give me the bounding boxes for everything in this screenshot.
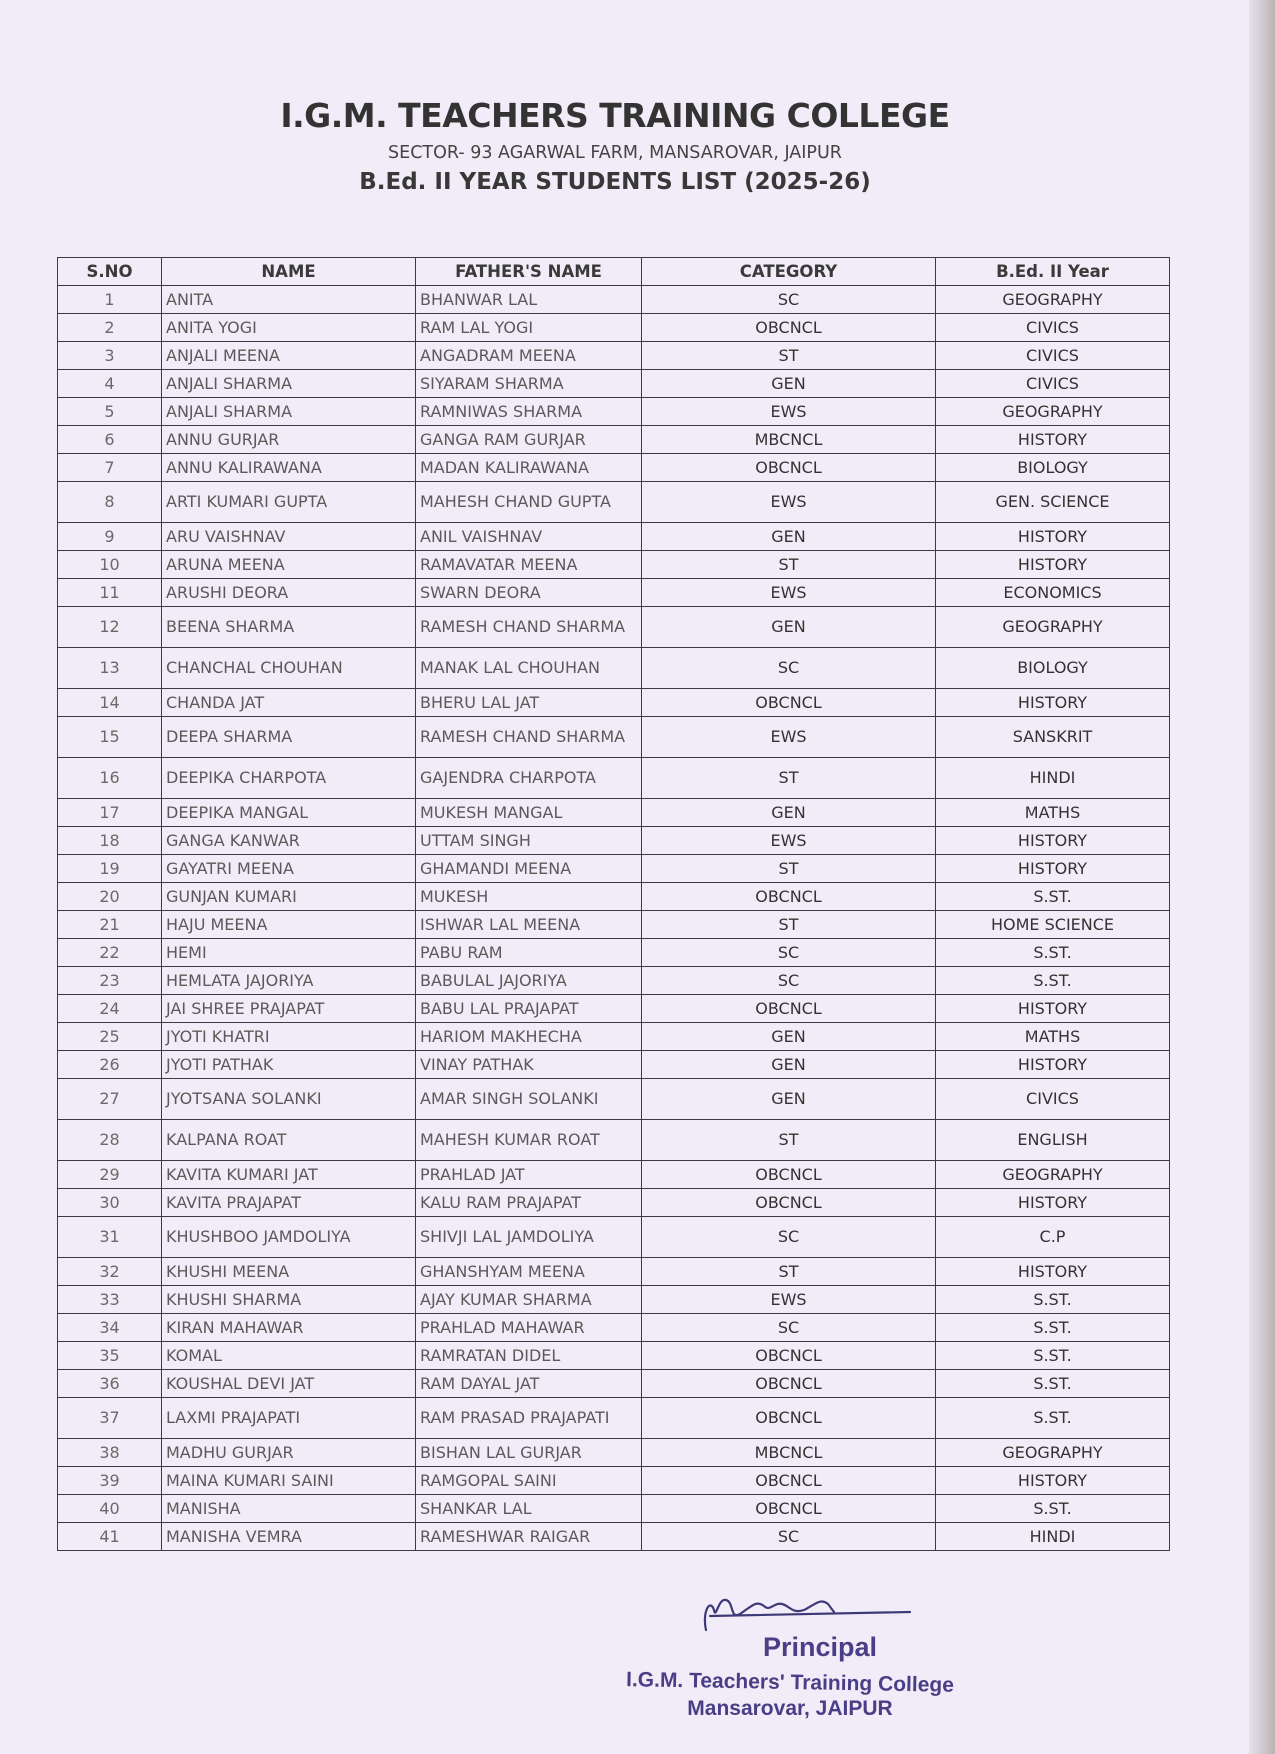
cell-category: GEN (642, 799, 936, 827)
cell-category: GEN (642, 1051, 936, 1079)
cell-subject: ENGLISH (936, 1120, 1170, 1161)
cell-sno: 8 (58, 482, 162, 523)
cell-student-name: CHANDA JAT (162, 689, 416, 717)
cell-father-name: PRAHLAD JAT (416, 1161, 642, 1189)
stamp-college: I.G.M. Teachers' Training College (625, 1668, 955, 1697)
cell-sno: 38 (58, 1439, 162, 1467)
table-row (58, 1439, 1170, 1467)
cell-father-name: SHANKAR LAL (416, 1495, 642, 1523)
cell-subject: S.ST. (936, 967, 1170, 995)
column-header-father-name: FATHER'S NAME (416, 258, 642, 286)
cell-father-name: SHIVJI LAL JAMDOLIYA (416, 1217, 642, 1258)
cell-father-name: SWARN DEORA (416, 579, 642, 607)
cell-sno: 21 (58, 911, 162, 939)
table-row (58, 342, 1170, 370)
cell-student-name: KHUSHI SHARMA (162, 1286, 416, 1314)
cell-student-name: KAVITA KUMARI JAT (162, 1161, 416, 1189)
cell-father-name: GHAMANDI MEENA (416, 855, 642, 883)
cell-father-name: MADAN KALIRAWANA (416, 454, 642, 482)
cell-sno: 25 (58, 1023, 162, 1051)
cell-student-name: ANITA (162, 286, 416, 314)
cell-subject: HINDI (936, 1523, 1170, 1551)
cell-student-name: DEEPA SHARMA (162, 717, 416, 758)
table-row (58, 648, 1170, 689)
cell-student-name: ARTI KUMARI GUPTA (162, 482, 416, 523)
table-row (58, 799, 1170, 827)
cell-category: ST (642, 342, 936, 370)
table-row (58, 1495, 1170, 1523)
cell-category: OBCNCL (642, 314, 936, 342)
cell-sno: 7 (58, 454, 162, 482)
cell-father-name: RAMRATAN DIDEL (416, 1342, 642, 1370)
cell-category: SC (642, 648, 936, 689)
cell-category: ST (642, 758, 936, 799)
table-row (58, 314, 1170, 342)
cell-category: EWS (642, 482, 936, 523)
cell-subject: GEOGRAPHY (936, 1161, 1170, 1189)
cell-category: ST (642, 1258, 936, 1286)
cell-student-name: CHANCHAL CHOUHAN (162, 648, 416, 689)
cell-subject: ECONOMICS (936, 579, 1170, 607)
cell-category: EWS (642, 1286, 936, 1314)
cell-student-name: BEENA SHARMA (162, 607, 416, 648)
cell-category: GEN (642, 523, 936, 551)
cell-subject: HINDI (936, 758, 1170, 799)
cell-student-name: ANJALI MEENA (162, 342, 416, 370)
cell-category: SC (642, 286, 936, 314)
cell-father-name: PRAHLAD MAHAWAR (416, 1314, 642, 1342)
cell-subject: SANSKRIT (936, 717, 1170, 758)
cell-student-name: GANGA KANWAR (162, 827, 416, 855)
cell-category: MBCNCL (642, 426, 936, 454)
cell-father-name: RAM PRASAD PRAJAPATI (416, 1398, 642, 1439)
cell-sno: 10 (58, 551, 162, 579)
cell-sno: 31 (58, 1217, 162, 1258)
table-row (58, 607, 1170, 648)
cell-subject: C.P (936, 1217, 1170, 1258)
cell-category: SC (642, 1217, 936, 1258)
cell-sno: 16 (58, 758, 162, 799)
cell-subject: CIVICS (936, 314, 1170, 342)
cell-sno: 5 (58, 398, 162, 426)
cell-sno: 1 (58, 286, 162, 314)
cell-student-name: ARUNA MEENA (162, 551, 416, 579)
cell-father-name: UTTAM SINGH (416, 827, 642, 855)
cell-sno: 13 (58, 648, 162, 689)
cell-category: OBCNCL (642, 1370, 936, 1398)
cell-father-name: RAMAVATAR MEENA (416, 551, 642, 579)
cell-father-name: HARIOM MAKHECHA (416, 1023, 642, 1051)
cell-category: OBCNCL (642, 995, 936, 1023)
cell-subject: GEN. SCIENCE (936, 482, 1170, 523)
cell-subject: GEOGRAPHY (936, 286, 1170, 314)
students-table (57, 257, 1170, 1551)
table-row (58, 855, 1170, 883)
cell-student-name: KAVITA PRAJAPAT (162, 1189, 416, 1217)
cell-father-name: MUKESH MANGAL (416, 799, 642, 827)
table-row (58, 717, 1170, 758)
table-row (58, 1370, 1170, 1398)
cell-father-name: KALU RAM PRAJAPAT (416, 1189, 642, 1217)
cell-sno: 35 (58, 1342, 162, 1370)
cell-student-name: KHUSHI MEENA (162, 1258, 416, 1286)
cell-subject: GEOGRAPHY (936, 607, 1170, 648)
cell-student-name: KOUSHAL DEVI JAT (162, 1370, 416, 1398)
cell-father-name: BHERU LAL JAT (416, 689, 642, 717)
cell-sno: 17 (58, 799, 162, 827)
cell-category: SC (642, 1314, 936, 1342)
cell-subject: HISTORY (936, 827, 1170, 855)
column-header-name: NAME (162, 258, 416, 286)
cell-subject: BIOLOGY (936, 454, 1170, 482)
table-row (58, 398, 1170, 426)
table-body (58, 286, 1170, 1551)
cell-sno: 34 (58, 1314, 162, 1342)
column-header-sno: S.NO (58, 258, 162, 286)
cell-subject: HOME SCIENCE (936, 911, 1170, 939)
college-name: I.G.M. TEACHERS TRAINING COLLEGE (280, 96, 950, 135)
cell-category: SC (642, 1523, 936, 1551)
cell-category: OBCNCL (642, 689, 936, 717)
cell-sno: 20 (58, 883, 162, 911)
cell-father-name: AMAR SINGH SOLANKI (416, 1079, 642, 1120)
cell-category: EWS (642, 579, 936, 607)
table-row (58, 1342, 1170, 1370)
cell-sno: 3 (58, 342, 162, 370)
table-row (58, 939, 1170, 967)
cell-student-name: KALPANA ROAT (162, 1120, 416, 1161)
cell-father-name: RAMESH CHAND SHARMA (416, 717, 642, 758)
cell-student-name: ANJALI SHARMA (162, 398, 416, 426)
cell-father-name: RAMNIWAS SHARMA (416, 398, 642, 426)
cell-subject: HISTORY (936, 1051, 1170, 1079)
cell-sno: 22 (58, 939, 162, 967)
cell-father-name: BABU LAL PRAJAPAT (416, 995, 642, 1023)
table-row (58, 1523, 1170, 1551)
cell-father-name: GANGA RAM GURJAR (416, 426, 642, 454)
table-row (58, 482, 1170, 523)
table-row (58, 1258, 1170, 1286)
cell-father-name: MAHESH KUMAR ROAT (416, 1120, 642, 1161)
table-row (58, 1217, 1170, 1258)
cell-sno: 36 (58, 1370, 162, 1398)
table-row (58, 1051, 1170, 1079)
cell-subject: HISTORY (936, 551, 1170, 579)
cell-category: EWS (642, 717, 936, 758)
cell-sno: 6 (58, 426, 162, 454)
cell-student-name: KHUSHBOO JAMDOLIYA (162, 1217, 416, 1258)
column-header-category: CATEGORY (642, 258, 936, 286)
cell-student-name: ANJALI SHARMA (162, 370, 416, 398)
cell-subject: S.ST. (936, 1314, 1170, 1342)
stamp-city: Mansarovar, JAIPUR (687, 1697, 893, 1720)
cell-student-name: GAYATRI MEENA (162, 855, 416, 883)
cell-sno: 24 (58, 995, 162, 1023)
table-row (58, 579, 1170, 607)
table-row (58, 689, 1170, 717)
cell-sno: 40 (58, 1495, 162, 1523)
cell-subject: S.ST. (936, 939, 1170, 967)
stamp-role: Principal (762, 1632, 878, 1662)
cell-father-name: PABU RAM (416, 939, 642, 967)
table-row (58, 523, 1170, 551)
cell-student-name: JYOTI KHATRI (162, 1023, 416, 1051)
cell-category: GEN (642, 370, 936, 398)
cell-category: EWS (642, 827, 936, 855)
cell-father-name: BISHAN LAL GURJAR (416, 1439, 642, 1467)
table-row (58, 827, 1170, 855)
cell-father-name: MUKESH (416, 883, 642, 911)
cell-subject: GEOGRAPHY (936, 398, 1170, 426)
cell-category: ST (642, 551, 936, 579)
cell-father-name: SIYARAM SHARMA (416, 370, 642, 398)
table-row (58, 911, 1170, 939)
cell-student-name: ANNU KALIRAWANA (162, 454, 416, 482)
cell-student-name: MANISHA (162, 1495, 416, 1523)
cell-category: ST (642, 855, 936, 883)
cell-student-name: MAINA KUMARI SAINI (162, 1467, 416, 1495)
cell-sno: 28 (58, 1120, 162, 1161)
cell-subject: HISTORY (936, 426, 1170, 454)
document-header (0, 96, 1230, 195)
cell-student-name: DEEPIKA CHARPOTA (162, 758, 416, 799)
cell-sno: 39 (58, 1467, 162, 1495)
cell-category: OBCNCL (642, 1398, 936, 1439)
table-row (58, 1161, 1170, 1189)
cell-subject: HISTORY (936, 1467, 1170, 1495)
cell-category: GEN (642, 607, 936, 648)
cell-subject: HISTORY (936, 523, 1170, 551)
cell-sno: 26 (58, 1051, 162, 1079)
cell-student-name: HEMLATA JAJORIYA (162, 967, 416, 995)
table-row (58, 551, 1170, 579)
cell-student-name: LAXMI PRAJAPATI (162, 1398, 416, 1439)
cell-category: OBCNCL (642, 1161, 936, 1189)
cell-subject: S.ST. (936, 1398, 1170, 1439)
column-header-subject: B.Ed. II Year (936, 258, 1170, 286)
cell-student-name: DEEPIKA MANGAL (162, 799, 416, 827)
table-row (58, 1286, 1170, 1314)
table-row (58, 370, 1170, 398)
cell-subject: S.ST. (936, 1342, 1170, 1370)
cell-category: EWS (642, 398, 936, 426)
cell-sno: 29 (58, 1161, 162, 1189)
cell-student-name: MADHU GURJAR (162, 1439, 416, 1467)
cell-subject: CIVICS (936, 342, 1170, 370)
cell-father-name: ISHWAR LAL MEENA (416, 911, 642, 939)
cell-category: OBCNCL (642, 883, 936, 911)
cell-student-name: JAI SHREE PRAJAPAT (162, 995, 416, 1023)
cell-father-name: MAHESH CHAND GUPTA (416, 482, 642, 523)
table-row (58, 1467, 1170, 1495)
principal-stamp (600, 1632, 980, 1721)
cell-student-name: HEMI (162, 939, 416, 967)
principal-signature (700, 1590, 930, 1638)
table-row (58, 758, 1170, 799)
cell-category: OBCNCL (642, 1467, 936, 1495)
cell-sno: 9 (58, 523, 162, 551)
cell-subject: MATHS (936, 799, 1170, 827)
cell-subject: HISTORY (936, 995, 1170, 1023)
cell-category: SC (642, 939, 936, 967)
table-row (58, 1023, 1170, 1051)
cell-category: OBCNCL (642, 454, 936, 482)
cell-sno: 18 (58, 827, 162, 855)
table-row (58, 1189, 1170, 1217)
cell-student-name: ARUSHI DEORA (162, 579, 416, 607)
cell-subject: S.ST. (936, 1370, 1170, 1398)
cell-category: OBCNCL (642, 1189, 936, 1217)
cell-sno: 37 (58, 1398, 162, 1439)
cell-category: GEN (642, 1079, 936, 1120)
cell-father-name: ANIL VAISHNAV (416, 523, 642, 551)
table-row (58, 426, 1170, 454)
cell-subject: CIVICS (936, 1079, 1170, 1120)
cell-father-name: VINAY PATHAK (416, 1051, 642, 1079)
table-row (58, 1398, 1170, 1439)
cell-student-name: JYOTSANA SOLANKI (162, 1079, 416, 1120)
list-title: B.Ed. II YEAR STUDENTS LIST (2025-26) (359, 169, 871, 195)
cell-father-name: ANGADRAM MEENA (416, 342, 642, 370)
cell-sno: 27 (58, 1079, 162, 1120)
table-row (58, 286, 1170, 314)
cell-father-name: BABULAL JAJORIYA (416, 967, 642, 995)
cell-sno: 11 (58, 579, 162, 607)
cell-subject: MATHS (936, 1023, 1170, 1051)
cell-father-name: MANAK LAL CHOUHAN (416, 648, 642, 689)
cell-subject: CIVICS (936, 370, 1170, 398)
cell-sno: 41 (58, 1523, 162, 1551)
cell-sno: 23 (58, 967, 162, 995)
table-row (58, 1079, 1170, 1120)
cell-student-name: ANITA YOGI (162, 314, 416, 342)
cell-subject: HISTORY (936, 855, 1170, 883)
cell-father-name: BHANWAR LAL (416, 286, 642, 314)
cell-sno: 32 (58, 1258, 162, 1286)
cell-category: ST (642, 1120, 936, 1161)
cell-father-name: RAMESH CHAND SHARMA (416, 607, 642, 648)
cell-subject: S.ST. (936, 883, 1170, 911)
cell-father-name: RAMESHWAR RAIGAR (416, 1523, 642, 1551)
cell-category: OBCNCL (642, 1342, 936, 1370)
table-row (58, 1120, 1170, 1161)
cell-category: SC (642, 967, 936, 995)
cell-category: MBCNCL (642, 1439, 936, 1467)
cell-subject: S.ST. (936, 1495, 1170, 1523)
table-row (58, 454, 1170, 482)
cell-sno: 12 (58, 607, 162, 648)
cell-subject: HISTORY (936, 689, 1170, 717)
cell-student-name: GUNJAN KUMARI (162, 883, 416, 911)
cell-subject: GEOGRAPHY (936, 1439, 1170, 1467)
table-row (58, 995, 1170, 1023)
cell-father-name: RAM LAL YOGI (416, 314, 642, 342)
cell-father-name: AJAY KUMAR SHARMA (416, 1286, 642, 1314)
cell-sno: 2 (58, 314, 162, 342)
cell-sno: 15 (58, 717, 162, 758)
cell-father-name: RAMGOPAL SAINI (416, 1467, 642, 1495)
cell-student-name: KOMAL (162, 1342, 416, 1370)
cell-subject: BIOLOGY (936, 648, 1170, 689)
cell-category: ST (642, 911, 936, 939)
cell-subject: HISTORY (936, 1189, 1170, 1217)
cell-subject: S.ST. (936, 1286, 1170, 1314)
cell-student-name: JYOTI PATHAK (162, 1051, 416, 1079)
table-row (58, 883, 1170, 911)
table-row (58, 967, 1170, 995)
cell-student-name: ANNU GURJAR (162, 426, 416, 454)
cell-sno: 19 (58, 855, 162, 883)
table-row (58, 1314, 1170, 1342)
cell-student-name: HAJU MEENA (162, 911, 416, 939)
cell-sno: 30 (58, 1189, 162, 1217)
cell-student-name: ARU VAISHNAV (162, 523, 416, 551)
college-address: SECTOR- 93 AGARWAL FARM, MANSAROVAR, JAIPUR (388, 143, 842, 163)
cell-father-name: GAJENDRA CHARPOTA (416, 758, 642, 799)
cell-subject: HISTORY (936, 1258, 1170, 1286)
cell-category: GEN (642, 1023, 936, 1051)
cell-sno: 4 (58, 370, 162, 398)
cell-sno: 14 (58, 689, 162, 717)
page-edge-shadow (1249, 0, 1275, 1754)
cell-category: OBCNCL (642, 1495, 936, 1523)
table-header-row (58, 258, 1170, 286)
cell-student-name: KIRAN MAHAWAR (162, 1314, 416, 1342)
cell-student-name: MANISHA VEMRA (162, 1523, 416, 1551)
cell-sno: 33 (58, 1286, 162, 1314)
cell-father-name: RAM DAYAL JAT (416, 1370, 642, 1398)
cell-father-name: GHANSHYAM MEENA (416, 1258, 642, 1286)
